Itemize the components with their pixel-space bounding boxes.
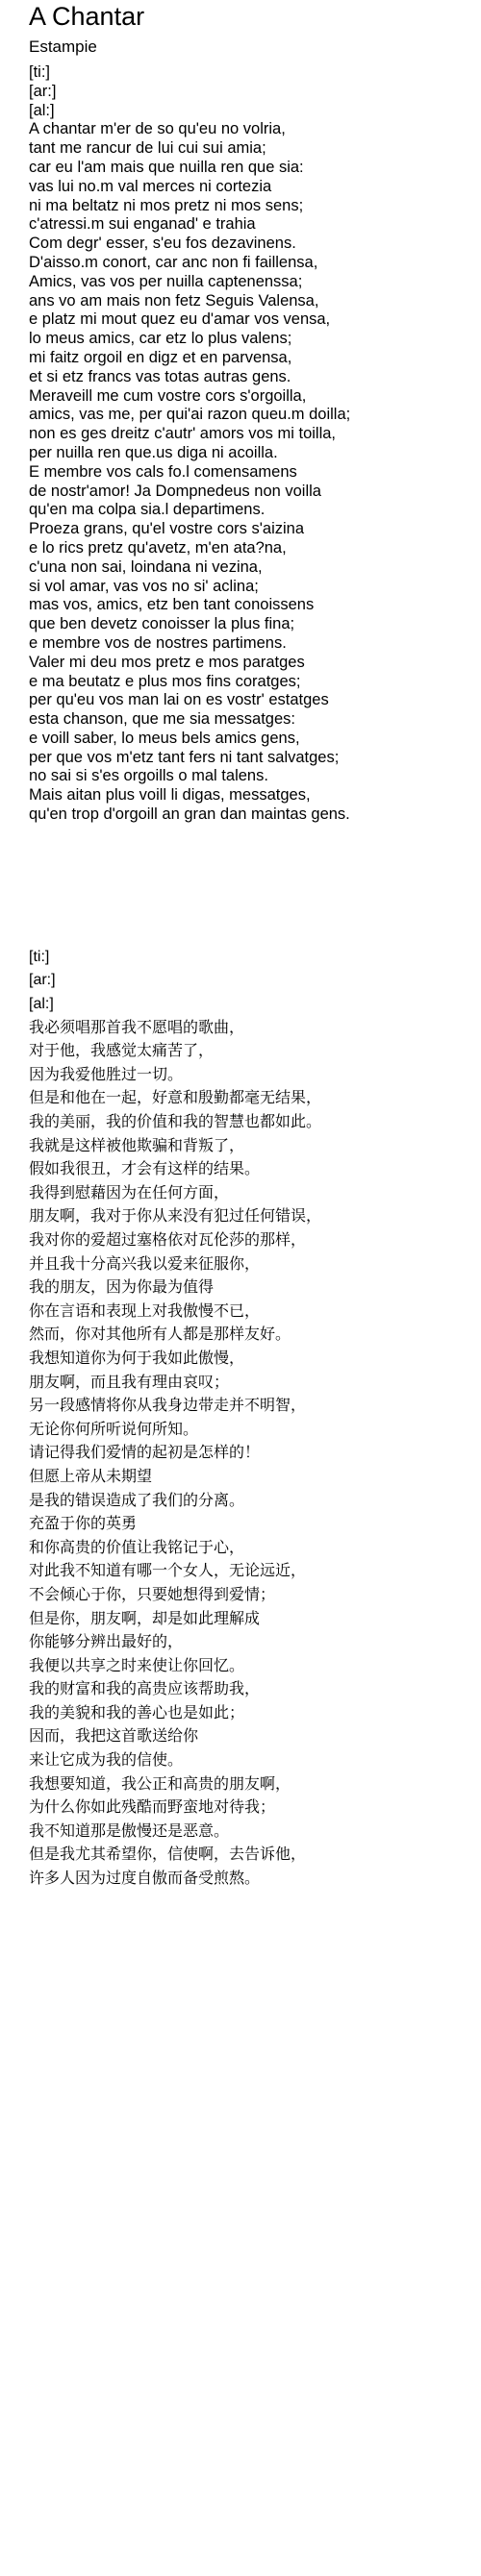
lyric-line: 对于他，我感觉太痛苦了， xyxy=(29,1043,215,1060)
lyric-line: e lo rics pretz qu'avetz, m'en ata?na, xyxy=(29,538,287,557)
lyric-line: 我对你的爱超过塞格依对瓦伦莎的那样， xyxy=(29,1232,307,1249)
lyric-line: 并且我十分高兴我以爱来征服你， xyxy=(29,1255,261,1273)
lyric-line: que ben devetz conoisser la plus fina; xyxy=(29,615,295,633)
lyric-line: [al:] xyxy=(29,101,55,119)
lyric-line: Proeza grans, qu'el vostre cors s'aizina xyxy=(29,520,305,538)
lyric-line: 但是和他在一起，好意和殷勤都毫无结果， xyxy=(29,1090,322,1107)
lyric-line: mas vos, amics, etz ben tant conoissens xyxy=(29,596,315,614)
lyric-line: 无论你何所听说何所知。 xyxy=(29,1421,199,1438)
lyric-line: 我的美貌和我的善心也是如此； xyxy=(29,1704,245,1721)
song-artist: Estampie xyxy=(29,37,97,56)
lyric-line: ans vo am mais non fetz Seguis Valensa, xyxy=(29,291,319,310)
lyric-line: 我得到慰藉因为在任何方面， xyxy=(29,1184,230,1201)
lyric-line: Mais aitan plus voill li digas, messatges, xyxy=(29,786,311,805)
lyric-line: lo meus amics, car etz lo plus valens; xyxy=(29,330,292,348)
lyric-line: 因为我爱他胜过一切。 xyxy=(29,1066,184,1083)
lyric-line: 我必须唱那首我不愿唱的歌曲， xyxy=(29,1019,245,1036)
lyric-line: per qu'eu vos man lai on es vostr' estatges xyxy=(29,691,329,709)
lyric-line: D'aisso.m conort, car anc non fi faillensa, xyxy=(29,253,318,271)
lyric-line: 请记得我们爱情的起初是怎样的！ xyxy=(29,1445,261,1462)
lyric-line: ni ma beltatz ni mos pretz ni mos sens; xyxy=(29,196,304,214)
lyric-line: [ar:] xyxy=(29,82,57,100)
lyric-line: per que vos m'etz tant fers ni tant salvatges; xyxy=(29,748,340,766)
lyric-line: 另一段感情将你从我身边带走并不明智， xyxy=(29,1398,307,1415)
lyric-line: 朋友啊，而且我有理由哀叹； xyxy=(29,1374,230,1391)
lyric-line: Valer mi deu mos pretz e mos paratges xyxy=(29,653,305,671)
lyric-line: 但是你，朋友啊，却是如此理解成 xyxy=(29,1610,261,1627)
lyric-line: non es ges dreitz c'autr' amors vos mi toilla, xyxy=(29,425,337,443)
lyric-line: 我的朋友，因为你最为值得 xyxy=(29,1279,215,1297)
lyric-line: 对此我不知道有哪一个女人，无论远近， xyxy=(29,1563,307,1580)
lyric-line: tant me rancur de lui cui sui amia; xyxy=(29,139,266,158)
lyric-line: 你在言语和表现上对我傲慢不已， xyxy=(29,1302,261,1320)
song-title: A Chantar xyxy=(29,2,145,31)
lyric-line: 我的美丽，我的价值和我的智慧也都如此。 xyxy=(29,1114,322,1131)
lyric-line: Meraveill me cum vostre cors s'orgoilla, xyxy=(29,386,307,405)
lyric-line: e platz mi mout quez eu d'amar vos vensa, xyxy=(29,310,331,329)
lyric-line: 充盈于你的英勇 xyxy=(29,1516,138,1533)
lyric-line: 许多人因为过度自傲而备受煎熬。 xyxy=(29,1870,261,1888)
lyric-line: 因而，我把这首歌送给你 xyxy=(29,1728,199,1746)
lyric-line: e ma beutatz e plus mos fins coratges; xyxy=(29,672,301,690)
lyric-line: 我便以共享之时来使让你回忆。 xyxy=(29,1657,245,1674)
lyric-line: 是我的错误造成了我们的分离。 xyxy=(29,1492,245,1509)
lyric-line: qu'en trop d'orgoill an gran dan maintas gens. xyxy=(29,805,350,824)
lyric-line: 来让它成为我的信使。 xyxy=(29,1752,184,1770)
lyric-line: 朋友啊，我对于你从来没有犯过任何错误， xyxy=(29,1208,322,1226)
lyric-line: 不会倾心于你，只要她想得到爱情； xyxy=(29,1586,276,1603)
lyric-line: de nostr'amor! Ja Dompnedeus non voilla xyxy=(29,482,321,500)
lyric-line: 我就是这样被他欺骗和背叛了， xyxy=(29,1137,245,1154)
lyric-line: 但是我尤其希望你，信使啊，去告诉他， xyxy=(29,1846,307,1864)
lyric-line: E membre vos cals fo.l comensamens xyxy=(29,462,297,481)
lyric-line: qu'en ma colpa sia.l departimens. xyxy=(29,501,266,519)
lyric-line: [ti:] xyxy=(29,948,50,965)
lyric-line: si vol amar, vas vos no si' aclina; xyxy=(29,577,259,595)
lyric-line: e membre vos de nostres partimens. xyxy=(29,633,287,652)
lyrics-original xyxy=(29,63,481,825)
lyric-line: 我想知道你为何于我如此傲慢， xyxy=(29,1350,245,1367)
lyric-line: amics, vas me, per qui'ai razon queu.m doilla; xyxy=(29,406,351,424)
lyric-line: et si etz francs vas totas autras gens. xyxy=(29,367,291,385)
lyric-line: esta chanson, que me sia messatges: xyxy=(29,710,295,729)
lyrics-translation xyxy=(29,946,481,1892)
lyric-line: e voill saber, lo meus bels amics gens, xyxy=(29,729,300,747)
lyric-line: Amics, vas vos per nuilla captenenssa; xyxy=(29,272,303,290)
lyric-line: 和你高贵的价值让我铭记于心， xyxy=(29,1539,245,1556)
lyric-line: mi faitz orgoil en digz et en parvensa, xyxy=(29,348,292,366)
lyric-line: [ti:] xyxy=(29,63,51,81)
lyric-line: 为什么你如此残酷而野蛮地对待我； xyxy=(29,1799,276,1817)
lyric-line: 然而，你对其他所有人都是那样友好。 xyxy=(29,1326,291,1344)
lyric-line: c'una non sai, loindana ni vezina, xyxy=(29,557,263,576)
lyric-line: 我想要知道，我公正和高贵的朋友啊， xyxy=(29,1775,291,1793)
lyric-line: no sai si s'es orgoills o mal talens. xyxy=(29,767,268,785)
lyric-line: [ar:] xyxy=(29,972,56,989)
lyric-line: 你能够分辨出最好的， xyxy=(29,1634,184,1651)
lyric-line: 但愿上帝从未期望 xyxy=(29,1468,153,1485)
lyric-line: c'atressi.m sui enganad' e trahia xyxy=(29,215,256,234)
lyric-line: A chantar m'er de so qu'eu no volria, xyxy=(29,120,286,138)
lyric-line: car eu l'am mais que nuilla ren que sia: xyxy=(29,158,304,176)
lyric-line: 我的财富和我的高贵应该帮助我， xyxy=(29,1681,261,1698)
lyric-line: Com degr' esser, s'eu fos dezavinens. xyxy=(29,235,296,253)
lyric-line: 我不知道那是傲慢还是恶意。 xyxy=(29,1822,230,1840)
lyric-line: per nuilla ren que.us diga ni acoilla. xyxy=(29,443,278,461)
lyric-line: 假如我很丑，才会有这样的结果。 xyxy=(29,1161,261,1178)
lyric-line: [al:] xyxy=(29,996,54,1013)
lyric-line: vas lui no.m val merces ni cortezia xyxy=(29,177,272,195)
